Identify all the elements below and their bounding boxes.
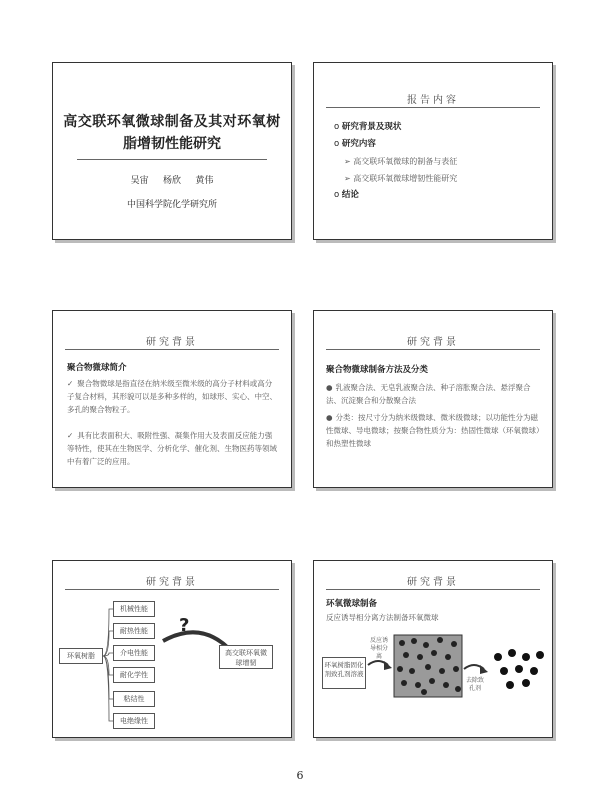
slide6-title: 研究背景	[407, 577, 459, 588]
slide1-title-line2: 脂增韧性能研究	[123, 136, 221, 152]
contents-item: o 结论	[334, 190, 359, 200]
contents-subitem: ➢ 高交联环氧微球的制备与表征	[344, 157, 458, 166]
slide3-divider	[65, 349, 279, 350]
contents-subitem: ➢ 高交联环氧微球增韧性能研究	[344, 174, 458, 183]
slide-background-methods	[313, 310, 553, 488]
slide-microsphere-prep	[313, 560, 553, 738]
page-number: 6	[296, 769, 304, 782]
branch-box: 介电性能	[113, 645, 155, 661]
slide1-institute: 中国科学院化学研究所	[126, 200, 217, 210]
contents-item: o 研究内容	[334, 139, 376, 149]
slide-background-diagram	[52, 560, 292, 738]
slide1-authors	[53, 173, 291, 186]
question-mark: ?	[179, 615, 190, 636]
arrow2-label: 去除致孔剂	[465, 677, 484, 692]
slide5-title: 研究背景	[146, 577, 198, 588]
author-3: 黄伟	[195, 176, 214, 186]
slide4-title: 研究背景	[407, 337, 459, 348]
slide3-paragraph-1: ✓ 聚合物微球是指直径在纳米级至微米级的高分子材料或高分子复合材料，其形貌可以是多种多样的，如球形、实心、中空、多孔的聚合物粒子。	[67, 379, 277, 414]
center-box: 环氧树脂	[59, 648, 103, 664]
slide4-bullet-2: ● 分类：按尺寸分为纳米级微球、微米级微球；以功能性分为磁性微球、导电微球；按聚合物性质分为：热固性微球（环氧微球）和热塑性微球	[326, 413, 540, 448]
slide-title-page	[52, 62, 292, 240]
slide-contents	[313, 62, 553, 240]
author-2: 杨欣	[162, 176, 181, 186]
slide6-subtitle: 反应诱导相分离方法制备环氧微球	[326, 613, 439, 622]
slide2-divider	[326, 107, 540, 108]
slide1-title-line1: 高交联环氧微球制备及其对环氧树	[63, 114, 281, 130]
branch-box: 机械性能	[113, 601, 155, 617]
slide4-bullet-1: ● 乳液聚合法、无皂乳液聚合法、种子溶胀聚合法、悬浮聚合法、沉淀聚合和分散聚合法	[326, 383, 531, 405]
slide4-heading: 聚合物微球制备方法及分类	[326, 365, 429, 375]
slide3-paragraph-2: ✓ 具有比表面积大、吸附性强、凝集作用大及表面反应能力强等特性，使其在生物医学、分析化学、催化剂、生物医药等领域中有着广泛的应用。	[67, 431, 277, 466]
slide2-title: 报告内容	[407, 95, 459, 106]
result-box: 高交联环氧微球增韧	[219, 645, 273, 669]
slide1-divider	[77, 159, 267, 160]
slide4-divider	[326, 349, 540, 350]
author-1: 吴宙	[130, 176, 149, 186]
branch-box: 粘结性	[113, 691, 155, 707]
branch-box: 电绝缘性	[113, 713, 155, 729]
slide3-heading: 聚合物微球简介	[67, 363, 127, 373]
solution-box: 环氧树脂固化剂致孔剂溶液	[322, 657, 366, 689]
slide3-title: 研究背景	[146, 337, 198, 348]
arrow1-label: 反应诱导相分离	[369, 637, 388, 660]
slide2-list	[334, 119, 457, 204]
branch-box: 耐化学性	[113, 667, 155, 683]
slide-background-intro	[52, 310, 292, 488]
slide6-diagram	[314, 561, 554, 739]
contents-item: o 研究背景及现状	[334, 122, 402, 132]
branch-box: 耐热性能	[113, 623, 155, 639]
slide6-heading: 环氧微球制备	[326, 599, 378, 609]
